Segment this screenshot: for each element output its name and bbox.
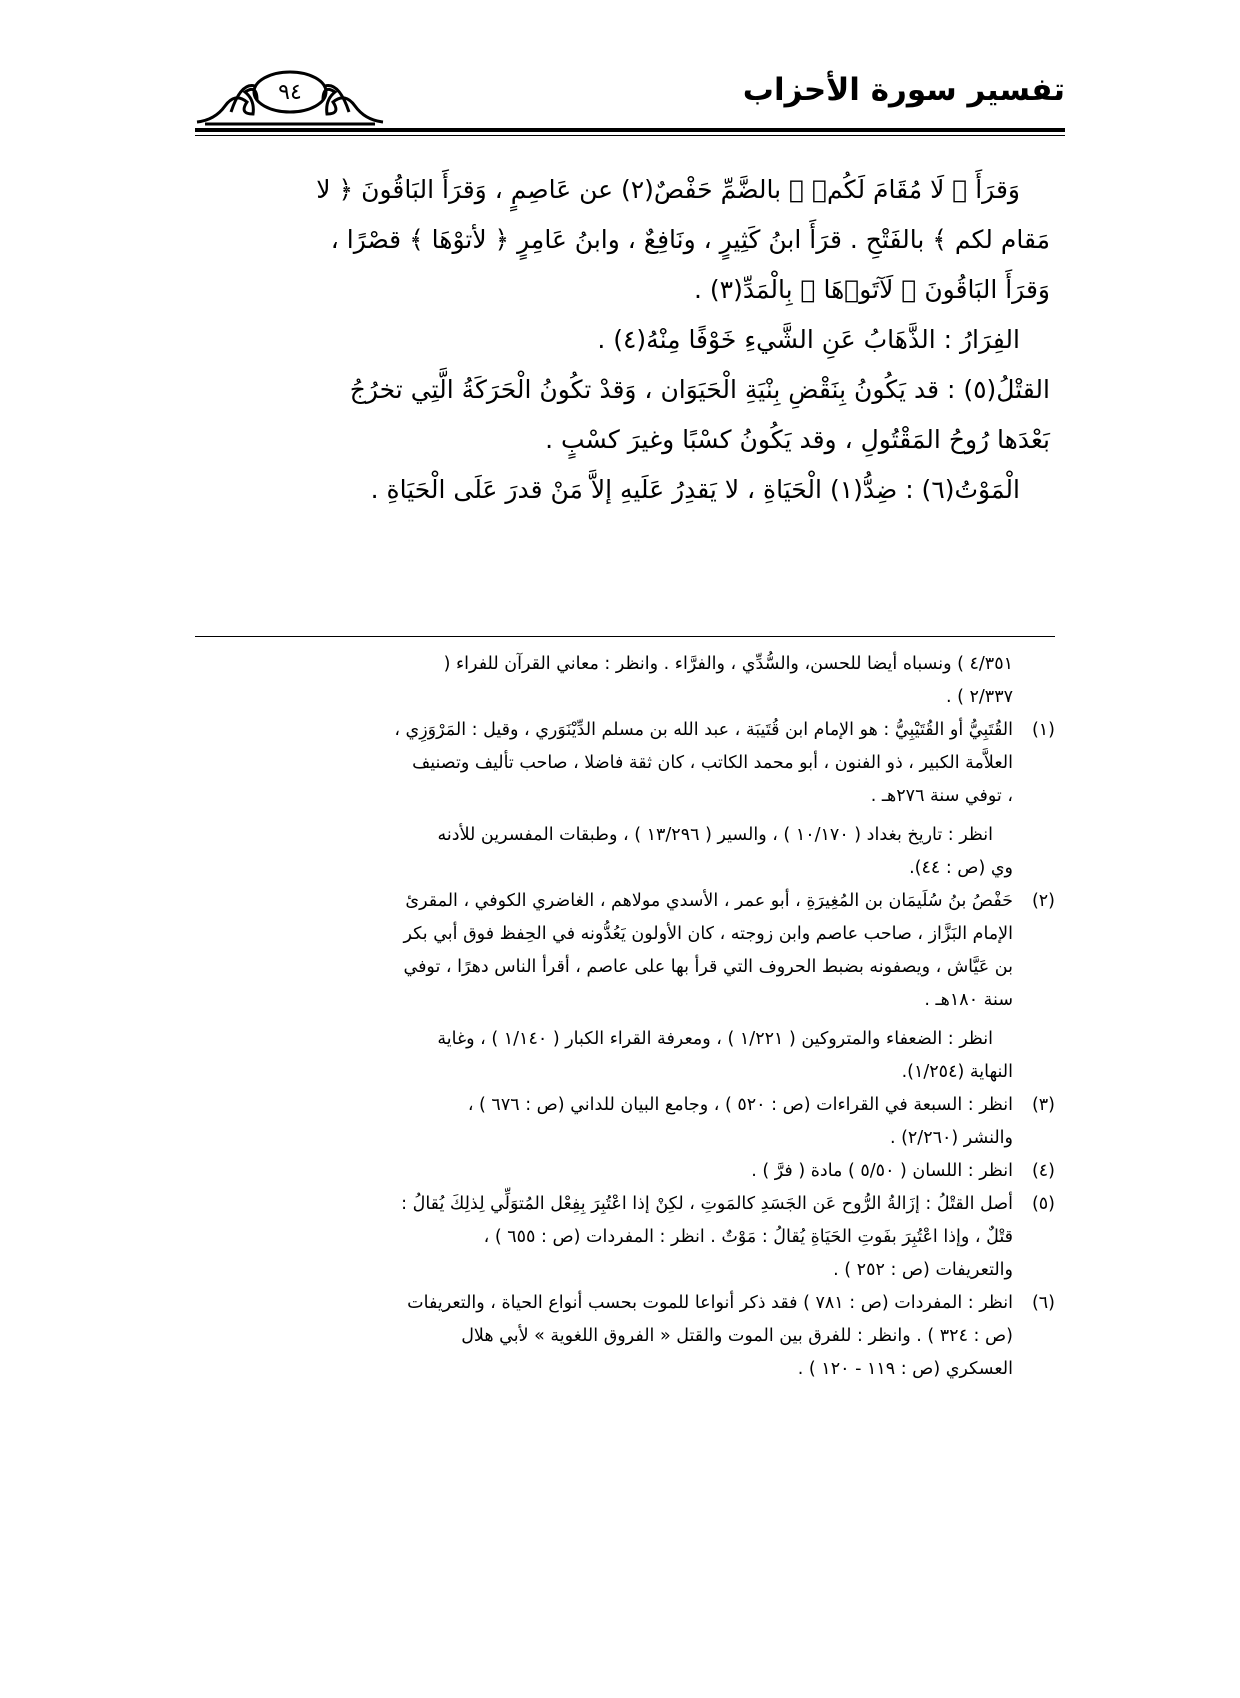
footnote-number: (٥) bbox=[1031, 1194, 1055, 1214]
footnote-number: (٢) bbox=[1031, 891, 1055, 911]
footnote-2 bbox=[195, 885, 1055, 1017]
footnotes bbox=[195, 648, 1055, 1386]
footnote-number: (٣) bbox=[1031, 1095, 1055, 1115]
footnote-5 bbox=[195, 1188, 1055, 1287]
footnote-separator bbox=[195, 636, 1055, 637]
main-line: القتْلُ(٥) : قد يَكُونُ بِنَقْضِ بِنْيَةِ الْحَيَوَان ، وَقدْ تكُونُ الْحَرَكَةُ الَّتِي تخرُجُ bbox=[349, 375, 1050, 404]
page-number: ٩٤ bbox=[278, 80, 302, 105]
main-line: مَقام لكم ﴾ بالفَتْحِ . قرَأَ ابنُ كَثِيرٍ ، ونَافِعٌ ، وابنُ عَامِرٍ ﴿ لأتوْهَا ﴾ قصْرًا ، bbox=[330, 225, 1050, 254]
footnote-line: (ص : ٣٢٤ ) . وانظر : للفرق بين الموت والقتل « الفروق اللغوية » لأبي هلال bbox=[461, 1326, 1013, 1346]
footnote-line: انظر : تاريخ بغداد ( ١٠/١٧٠ ) ، والسير ( ١٣/٢٩٦ ) ، وطبقات المفسرين للأدنه bbox=[437, 825, 993, 845]
footnote-line: والنشر (٢/٢٦٠) . bbox=[889, 1128, 1013, 1148]
main-line: الفِرَارُ : الذَّهَابُ عَنِ الشَّيءِ خَوْفًا مِنْهُ(٤) . bbox=[597, 325, 1020, 354]
footnote-reference bbox=[195, 1023, 1055, 1089]
footnote-number: (١) bbox=[1031, 720, 1055, 740]
footnote-line: العلاَّمة الكبير ، ذو الفنون ، أبو محمد الكاتب ، كان ثقة فاضلا ، صاحب تأليف وتصنيف bbox=[412, 753, 1013, 773]
header-rule bbox=[195, 128, 1065, 132]
footnote-continuation-line: ٢/٣٣٧ ) . bbox=[945, 687, 1013, 707]
footnote-6 bbox=[195, 1287, 1055, 1386]
footnote-line: القُتَبِيُّ أو القُتَيْبِيُّ : هو الإمام ابن قُتَيبَة ، عبد الله بن مسلم الدِّيْنَوَري ، وقيل : المَرْوَزِي ، bbox=[394, 720, 1013, 740]
main-line: وَقرَأَ البَاقُونَ ﴿ لَآتَوۡهَا ﴾ بِالْمَدِّ(٣) . bbox=[693, 275, 1050, 304]
footnote-line: وي (ص : ٤٤). bbox=[909, 858, 1013, 878]
footnote-1 bbox=[195, 714, 1055, 813]
footnote-line: أصل القتْلُ : إزَالةُ الرُّوح عَن الجَسَدِ كالمَوتِ ، لكِنْ إذا اعْتُبِرَ بِفِعْل المُتوَلِّي لِذلِكَ يُقالُ : bbox=[401, 1194, 1013, 1214]
book-title: تفسير سورة الأحزاب bbox=[742, 72, 1065, 108]
footnote-3 bbox=[195, 1089, 1055, 1155]
main-text bbox=[190, 165, 1050, 515]
footnote-line: حَفْصُ بنُ سُلَيمَان بن المُغِيرَةِ ، أبو عمر ، الأسدي مولاهم ، الغاضري الكوفي ، المقرئ bbox=[405, 891, 1013, 911]
footnote-line: العسكري (ص : ١١٩ - ١٢٠ ) . bbox=[797, 1359, 1013, 1379]
footnote-line: انظر : السبعة في القراءات (ص : ٥٢٠ ) ، وجامع البيان للداني (ص : ٦٧٦ ) ، bbox=[467, 1095, 1013, 1115]
footnote-number: (٤) bbox=[1031, 1161, 1055, 1181]
footnote-reference bbox=[195, 819, 1055, 885]
footnote-line: النهاية (١/٢٥٤). bbox=[901, 1062, 1013, 1082]
main-line: الْمَوْتُ(٦) : ضِدُّ(١) الْحَيَاةِ ، لا يَقدِرُ عَلَيهِ إلاَّ مَنْ قدرَ عَلَى الْحَيَاةِ . bbox=[370, 475, 1020, 504]
footnote-line: قتْلٌ ، وإذا اعْتُبِرَ بفَوتِ الحَيَاةِ يُقالُ : مَوْتٌ . انظر : المفردات (ص : ٦٥٥ ) ، bbox=[483, 1227, 1013, 1247]
footnote-line: انظر : اللسان ( ٥/٥٠ ) مادة ( فرَّ ) . bbox=[751, 1161, 1013, 1181]
footnote-line: سنة ١٨٠هـ . bbox=[924, 990, 1013, 1010]
footnote-number: (٦) bbox=[1031, 1293, 1055, 1313]
footnote-line: الإمام البَزَّاز ، صاحب عاصم وابن زوجته ، كان الأولون يَعُدُّونه في الحِفظ فوق أبي بكر bbox=[403, 924, 1013, 944]
footnote-4 bbox=[195, 1155, 1055, 1188]
footnote-continuation-line: ٤/٣٥١ ) ونسباه أيضا للحسن، والسُّدِّي ، والفرَّاء . وانظر : معاني القرآن للفراء ( bbox=[443, 654, 1013, 674]
footnote-line: والتعريفات (ص : ٢٥٢ ) . bbox=[833, 1260, 1013, 1280]
footnote-line: انظر : الضعفاء والمتروكين ( ١/٢٢١ ) ، ومعرفة القراء الكبار ( ١/١٤٠ ) ، وغاية bbox=[437, 1029, 993, 1049]
main-line: بَعْدَها رُوحُ المَقْتُولِ ، وقد يَكُونُ كسْبًا وغيرَ كسْبٍ . bbox=[545, 425, 1050, 454]
footnote-line: انظر : المفردات (ص : ٧٨١ ) فقد ذكر أنواعا للموت بحسب أنواع الحياة ، والتعريفات bbox=[407, 1293, 1013, 1313]
header-rule-thin bbox=[195, 135, 1065, 136]
footnote-line: ، توفي سنة ٢٧٦هـ . bbox=[870, 786, 1013, 806]
main-line: وَقرَأَ ﴿ لَا مُقَامَ لَكُمۡ ﴾ بالضَّمِّ حَفْصٌ(٢) عن عَاصِمٍ ، وَقرَأَ البَاقُونَ ﴿ لا bbox=[316, 175, 1020, 204]
footnote-line: بن عَيَّاش ، ويصفونه بضبط الحروف التي قرأ بها على عاصم ، أقرأ الناس دهرًا ، توفي bbox=[403, 957, 1013, 977]
